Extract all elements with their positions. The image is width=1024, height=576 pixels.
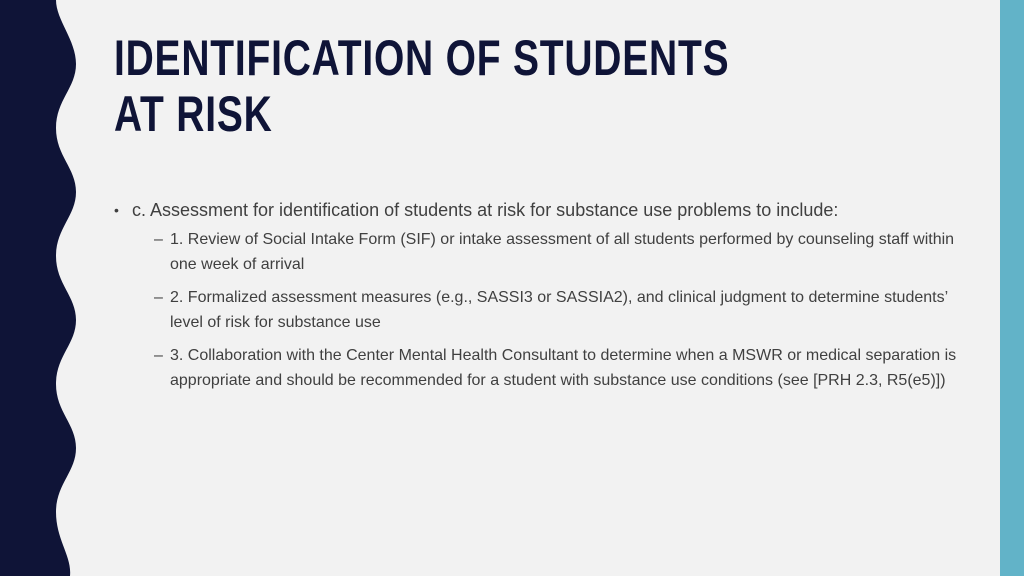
main-bullet-text: c. Assessment for identification of students at risk for substance use problems to include: [132, 200, 839, 220]
sub-bullet-text: 1. Review of Social Intake Form (SIF) or intake assessment of all students performed by counseling staff within one week of arrival [170, 231, 955, 273]
bullet-marker: • [114, 202, 119, 218]
slide-content [114, 197, 964, 401]
main-bullet [114, 197, 964, 223]
left-wave-decoration [0, 0, 80, 576]
sub-bullet-list [114, 227, 964, 393]
sub-bullet-text: 2. Formalized assessment measures (e.g., SASSI3 or SASSIA2), and clinical judgment to determine students’ level of risk for substance use [170, 289, 948, 331]
right-accent-bar [1000, 0, 1024, 576]
dash-marker: – [154, 347, 163, 364]
sub-bullet-item [114, 227, 964, 277]
sub-bullet-item [114, 285, 964, 335]
sub-bullet-item [114, 343, 964, 393]
dash-marker: – [154, 289, 163, 306]
slide-title: IDENTIFICATION OF STUDENTS AT RISK [114, 30, 730, 142]
sub-bullet-text: 3. Collaboration with the Center Mental Health Consultant to determine when a MSWR or medical separation is appropriate and should be recommended for a student with substance use conditions (see [PRH 2.3, R5(e5)]) [170, 347, 957, 389]
dash-marker: – [154, 231, 163, 248]
